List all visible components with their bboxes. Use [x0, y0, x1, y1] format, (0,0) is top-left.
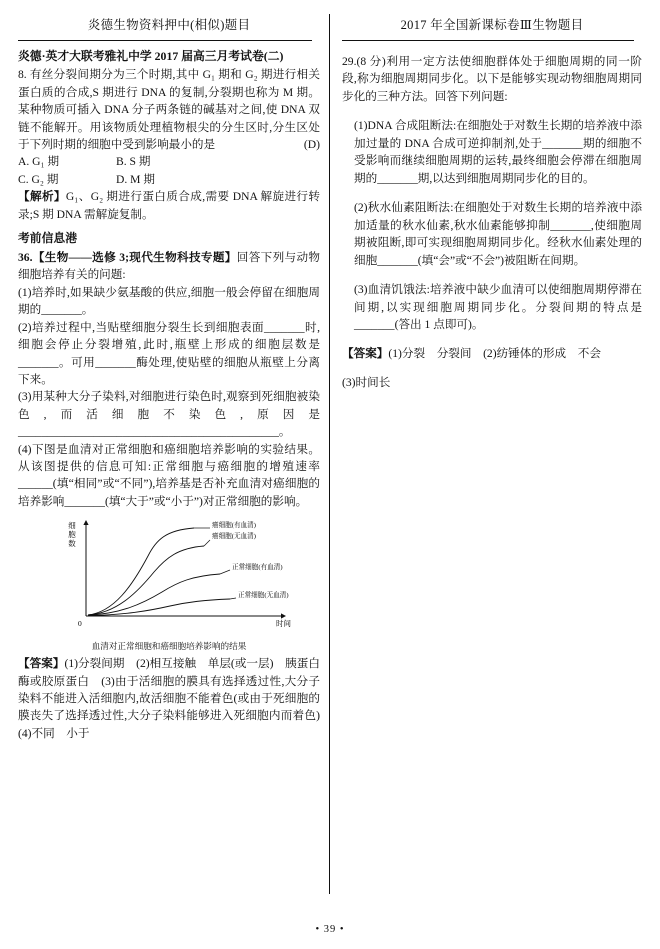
answer-text-left: (1)分裂间期 (2)相互接触 单层(或一层) 胰蛋白酶或胶原蛋白 (3)由于活细胞的膜具有选择透过性,大分子染料不能进入活细胞内,故活细胞不能着色(或由于死细胞的膜丧失了选择透过性,大分子染料能够进入死细胞内而着色) (4)不同 小于	[18, 657, 332, 740]
option-c: C. G₂ 期	[18, 172, 59, 186]
question-36-answer	[18, 655, 332, 742]
svg-text:癌细胞(无血清): 癌细胞(无血清)	[212, 533, 256, 541]
left-source-line: 炎德·英才大联考雅礼中学 2017 届高三月考试卷(二)	[18, 49, 284, 63]
analysis-label: 【解析】	[18, 190, 66, 204]
svg-text:胞: 胞	[68, 530, 76, 540]
question-36-label: 36.【生物——选修 3;现代生物科技专题】	[18, 251, 237, 265]
figure-container	[18, 516, 320, 652]
right-column-title: 2017 年全国新课标卷Ⅲ生物题目	[400, 18, 584, 32]
question-8-analysis	[18, 188, 320, 223]
answer-label-left: 【答案】	[18, 657, 65, 671]
question-36-item-2: (2)培养过程中,当贴壁细胞分裂生长到细胞表面_______时,细胞会停止分裂增殖,此时,瓶壁上形成的细胞层数是_______。可用_______酶处理,使贴壁的细胞从瓶壁上分离下来。	[18, 320, 320, 386]
question-29-item-1: (1)DNA 合成阻断法:在细胞处于对数生长期的培养液中添加过量的 DNA 合成可逆抑制剂,处于_______期的细胞不受影响而继续细胞周期的运转,最终细胞会停滞在细胞周期的_______期,以达到细胞周期同步化的目的。	[354, 118, 642, 185]
option-a: A. G₁ 期	[18, 155, 60, 169]
question-36-head	[18, 249, 320, 284]
left-column	[18, 14, 330, 894]
question-8-answer-mark: (D)	[303, 138, 320, 152]
info-port-heading: 考前信息港	[18, 231, 77, 246]
question-8-options-row-2	[18, 171, 320, 188]
page-number: • 39 •	[315, 924, 345, 935]
question-36-head-rest: 回答下列与动物细胞培养有关的问题:	[18, 251, 320, 282]
question-36-item-4: (4)下图是血清对正常细胞和癌细胞培养影响的实验结果。从该图提供的信息可知:正常细胞与癌细胞的增殖速率______(填“相同”或“不同”),培养基是否补充血清对癌细胞的培养影响_______(填“大于”或“小于”)对正常细胞的影响。	[18, 442, 320, 508]
svg-text:数: 数	[68, 539, 76, 549]
question-8-stem-text: 8. 有丝分裂间期分为三个时期,其中 G₁ 期和 G₂ 期进行相关蛋白质的合成,S 期进行 DNA 的复制,分裂期也称为 M 期。某种物质可插入 DNA 分子两条链的碱基对之间,使 DNA 双链不能解开。用该物质处理植物根尖的分生区时,分生区处于下列时期的细胞中受到影响最小的是	[18, 68, 320, 152]
answer-label-right: 【答案】	[342, 347, 389, 361]
option-d: D. M 期	[116, 172, 155, 186]
question-29-item-3: (3)血清饥饿法:培养液中缺少血清可以使细胞周期停滞在间期,以实现细胞周期同步化。分裂间期的特点是_______(答出 1 点即可)。	[354, 282, 642, 332]
svg-text:癌细胞(有血清): 癌细胞(有血清)	[212, 522, 256, 530]
two-column-frame	[18, 14, 642, 894]
question-8-options-row-1	[18, 153, 320, 170]
right-title-rule	[342, 40, 634, 41]
svg-text:细: 细	[68, 521, 76, 531]
left-title-rule	[18, 40, 312, 41]
left-column-title: 炎德生物资料押中(相似)题目	[87, 18, 251, 32]
svg-text:时间: 时间	[276, 619, 291, 629]
option-b: B. S 期	[116, 155, 151, 169]
figure-caption: 血清对正常细胞和癌细胞培养影响的结果	[91, 641, 247, 652]
answer-text-right-1: (1)分裂 分裂间 (2)纺锤体的形成 不会	[388, 347, 601, 361]
question-29-stem: 29.(8 分)利用一定方法使细胞群体处于细胞周期的同一阶段,称为细胞周期同步化。以下是能够实现动物细胞周期同步化的三种方法。回答下列问题:	[342, 54, 642, 103]
question-36-item-1: (1)培养时,如果缺少氨基酸的供应,细胞一般会停留在细胞周期的_______。	[18, 285, 320, 317]
question-8-stem	[18, 66, 320, 153]
question-29-item-2: (2)秋水仙素阻断法:在细胞处于对数生长期的培养液中添加适量的秋水仙素,秋水仙素能够抑制_______,使细胞周期被阻断,即可实现细胞周期同步化。经秋水仙素处理的细胞_______(填“会”或“不会”)被阻断在间期。	[354, 200, 642, 267]
question-29-answer-line-1	[342, 345, 642, 363]
right-column	[330, 14, 642, 894]
svg-text:0: 0	[78, 619, 82, 629]
question-36-item-3: (3)用某种大分子染料,对细胞进行染色时,观察到死细胞被染色,而活细胞不染色,原因是_____________________________________________。	[18, 390, 320, 439]
cell-growth-curve-figure	[44, 516, 294, 634]
svg-text:正常细胞(有血清): 正常细胞(有血清)	[232, 564, 283, 572]
analysis-text: G₁、G₂ 期进行蛋白质合成,需要 DNA 解旋进行转录;S 期 DNA 需解旋复制。	[18, 190, 320, 221]
svg-text:正常细胞(无血清): 正常细胞(无血清)	[238, 592, 289, 600]
question-29-answer-line-2: (3)时间长	[342, 376, 391, 390]
